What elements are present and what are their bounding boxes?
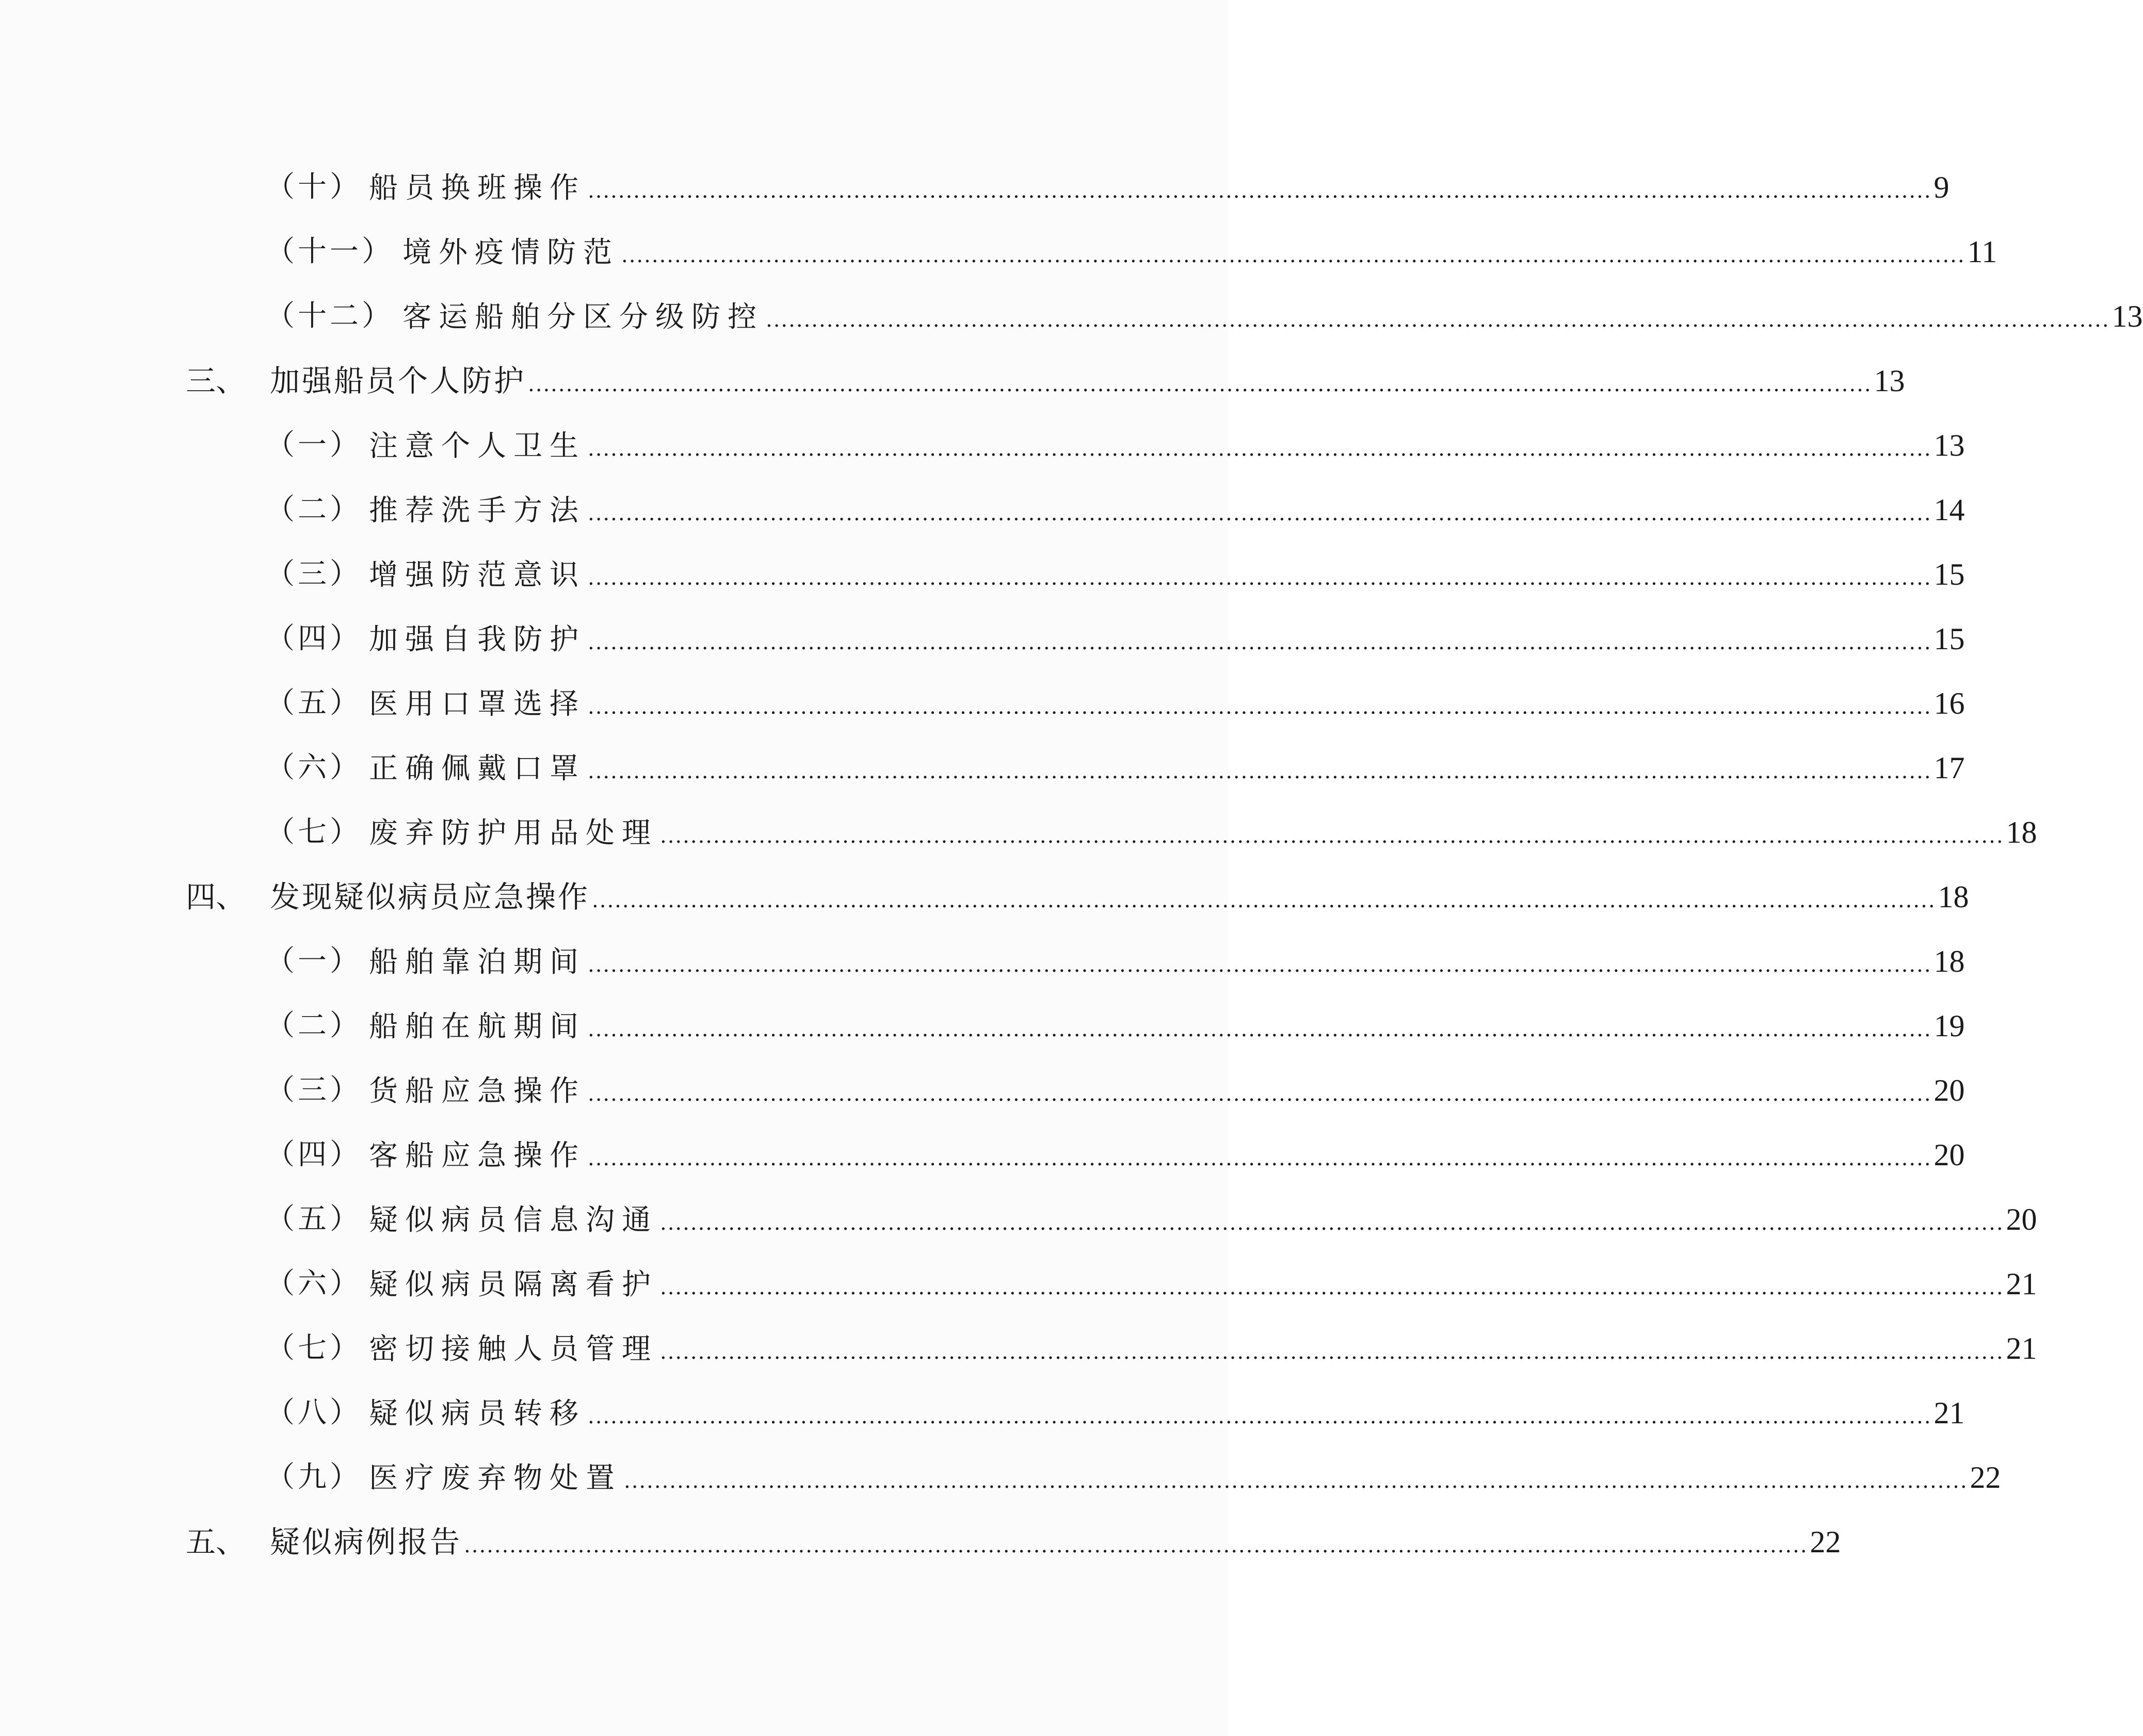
toc-entry-title: 船舶在航期间 (369, 1009, 586, 1043)
toc-entry-section-4-9[interactable] (0, 1445, 2001, 1509)
dot-leader: ................................................................................................................................................................................. (660, 1211, 2004, 1235)
toc-entry-title: 客船应急操作 (369, 1138, 586, 1172)
toc-entry-number: （一） (266, 428, 362, 462)
dot-leader: ................................................................................................................................................................................. (588, 179, 1932, 203)
dot-leader: ................................................................................................................................................................................. (766, 308, 2110, 332)
toc-entry-page: 13 (1933, 428, 1965, 462)
toc-entry-title: 疑似病员隔离看护 (369, 1267, 658, 1301)
toc-entry-section-3-6[interactable] (0, 735, 1965, 800)
toc-entry-chapter-3[interactable] (0, 348, 1905, 413)
toc-entry-page: 9 (1933, 170, 1949, 204)
dot-leader: ................................................................................................................................................................................. (588, 953, 1932, 977)
toc-entry-page: 13 (1874, 363, 1905, 398)
toc-entry-page: 21 (1933, 1395, 1965, 1430)
toc-entry-title: 正确佩戴口罩 (369, 751, 586, 785)
dot-leader: ................................................................................................................................................................................. (588, 1017, 1932, 1041)
toc-entry-section-2-12[interactable] (0, 284, 2143, 348)
toc-entry-section-4-8[interactable] (0, 1380, 1965, 1445)
toc-entry-section-3-7[interactable] (0, 800, 2037, 864)
toc-entry-page: 21 (2006, 1266, 2037, 1301)
toc-entry-page: 16 (1933, 686, 1965, 720)
dot-leader: ................................................................................................................................................................................. (588, 566, 1932, 590)
toc-entry-page: 15 (1933, 621, 1965, 656)
toc-entry-number: （五） (266, 1202, 362, 1236)
toc-entry-number: （十） (266, 170, 362, 204)
toc-entry-title: 船员换班操作 (369, 171, 586, 205)
toc-entry-title: 注意个人卫生 (369, 429, 586, 463)
toc-entry-chapter-5[interactable] (0, 1509, 1841, 1574)
toc-entry-number: 四、 (186, 879, 246, 914)
toc-entry-section-3-1[interactable] (0, 413, 1965, 477)
toc-entry-title: 废弃防护用品处理 (369, 816, 658, 850)
toc-entry-number: （七） (266, 815, 362, 849)
toc-entry-title: 加强船员个人防护 (270, 363, 526, 398)
toc-entry-section-3-3[interactable] (0, 542, 1965, 606)
toc-entry-number: （六） (266, 1266, 362, 1300)
toc-entry-page: 22 (1810, 1524, 1841, 1559)
toc-entry-page: 17 (1933, 750, 1965, 785)
toc-entry-title: 疑似病员转移 (369, 1396, 586, 1430)
toc-entry-page: 22 (1970, 1460, 2001, 1494)
toc-entry-title: 推荐洗手方法 (369, 493, 586, 527)
toc-entry-page: 21 (2006, 1331, 2037, 1365)
dot-leader: ................................................................................................................................................................................. (588, 1404, 1932, 1428)
dot-leader: ................................................................................................................................................................................. (588, 501, 1932, 525)
dot-leader: ................................................................................................................................................................................. (621, 243, 1965, 267)
toc-entry-title: 增强防范意识 (369, 558, 586, 592)
toc-entry-section-4-5[interactable] (0, 1187, 2037, 1251)
toc-entry-section-2-11[interactable] (0, 219, 1997, 284)
toc-entry-title: 疑似病员信息沟通 (369, 1203, 658, 1237)
toc-entry-section-4-1[interactable] (0, 929, 1965, 993)
toc-entry-title: 密切接触人员管理 (369, 1332, 658, 1366)
dot-leader: ................................................................................................................................................................................. (588, 1146, 1932, 1170)
toc-entry-title: 加强自我防护 (369, 622, 586, 656)
toc-entry-title: 疑似病例报告 (270, 1524, 462, 1560)
toc-entry-page: 11 (1967, 234, 1997, 269)
table-of-contents (0, 155, 2143, 1574)
toc-entry-page: 18 (1938, 879, 1969, 914)
toc-entry-chapter-4[interactable] (0, 864, 1969, 929)
toc-entry-page: 20 (1933, 1137, 1965, 1172)
toc-entry-page: 18 (2006, 815, 2037, 849)
toc-entry-page: 19 (1933, 1008, 1965, 1043)
toc-entry-title: 客运船舶分区分级防控 (402, 300, 764, 334)
toc-entry-page: 20 (2006, 1202, 2037, 1236)
dot-leader: ................................................................................................................................................................................. (660, 1275, 2004, 1299)
toc-entry-title: 发现疑似病员应急操作 (270, 879, 590, 914)
toc-entry-section-4-6[interactable] (0, 1251, 2037, 1316)
toc-entry-page: 15 (1933, 557, 1965, 591)
dot-leader: ................................................................................................................................................................................. (588, 437, 1932, 461)
toc-entry-title: 船舶靠泊期间 (369, 945, 586, 979)
toc-entry-number: 五、 (186, 1524, 246, 1560)
toc-entry-number: 三、 (186, 363, 246, 398)
toc-entry-section-3-5[interactable] (0, 671, 1965, 735)
dot-leader: ................................................................................................................................................................................. (588, 695, 1932, 719)
dot-leader: ................................................................................................................................................................................. (528, 372, 1872, 396)
toc-entry-number: （一） (266, 944, 362, 978)
toc-entry-section-4-3[interactable] (0, 1058, 1965, 1122)
toc-entry-section-4-7[interactable] (0, 1316, 2037, 1380)
dot-leader: ................................................................................................................................................................................. (464, 1533, 1808, 1557)
dot-leader: ................................................................................................................................................................................. (624, 1469, 1968, 1493)
toc-entry-number: （二） (266, 1008, 362, 1042)
dot-leader: ................................................................................................................................................................................. (592, 888, 1936, 912)
dot-leader: ................................................................................................................................................................................. (660, 1340, 2004, 1364)
dot-leader: ................................................................................................................................................................................. (588, 630, 1932, 654)
toc-entry-title: 医用口罩选择 (369, 687, 586, 721)
toc-entry-number: （十一） (266, 234, 394, 268)
toc-entry-number: （二） (266, 492, 362, 526)
toc-entry-title: 境外疫情防范 (402, 235, 619, 269)
toc-entry-page: 14 (1933, 492, 1965, 527)
toc-entry-title: 医疗废弃物处置 (369, 1461, 622, 1495)
toc-entry-number: （八） (266, 1395, 362, 1429)
toc-entry-section-2-10[interactable] (0, 155, 1949, 219)
toc-entry-section-3-4[interactable] (0, 606, 1965, 671)
toc-entry-number: （七） (266, 1331, 362, 1365)
toc-entry-number: （三） (266, 1073, 362, 1107)
toc-entry-page: 20 (1933, 1073, 1965, 1107)
dot-leader: ................................................................................................................................................................................. (588, 759, 1932, 783)
toc-entry-number: （十二） (266, 299, 394, 333)
toc-entry-number: （六） (266, 750, 362, 784)
toc-entry-section-4-2[interactable] (0, 993, 1965, 1058)
toc-entry-section-4-4[interactable] (0, 1122, 1965, 1187)
toc-entry-number: （三） (266, 557, 362, 591)
dot-leader: ................................................................................................................................................................................. (660, 824, 2004, 848)
toc-entry-page: 13 (2112, 299, 2143, 333)
toc-entry-number: （四） (266, 1137, 362, 1171)
toc-entry-section-3-2[interactable] (0, 477, 1965, 542)
toc-entry-number: （九） (266, 1460, 362, 1494)
dot-leader: ................................................................................................................................................................................. (588, 1082, 1932, 1106)
toc-entry-number: （五） (266, 686, 362, 720)
toc-entry-title: 货船应急操作 (369, 1074, 586, 1108)
toc-entry-page: 18 (1933, 944, 1965, 978)
toc-entry-number: （四） (266, 621, 362, 655)
